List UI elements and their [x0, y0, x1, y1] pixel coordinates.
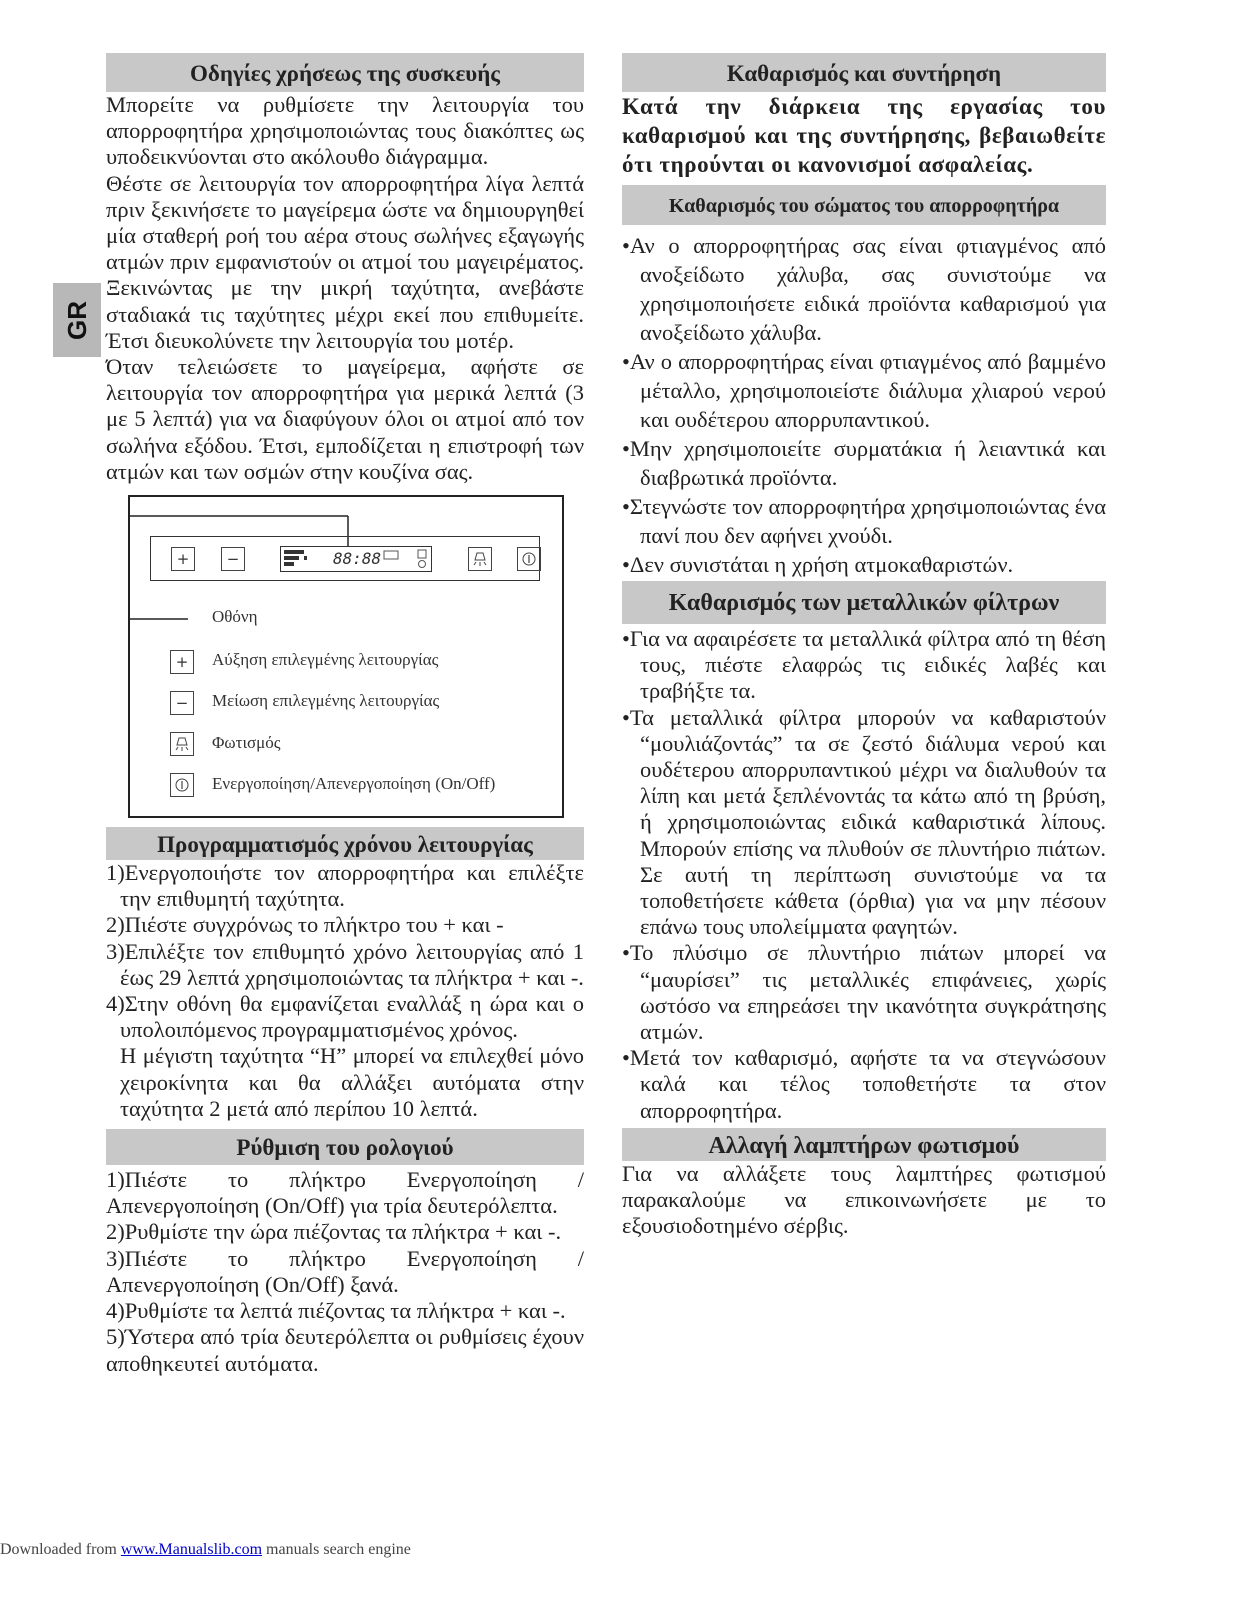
- minus-key-icon[interactable]: −: [221, 547, 245, 571]
- timer-step: 1)Ενεργοποιήστε τον απορροφητήρα και επιλέξτε την επιθυμητή ταχύτητα.: [106, 860, 584, 912]
- clock-step: 1)Πιέστε το πλήκτρο Ενεργοποίηση / Απενεργοποίηση (On/Off) για τρία δευτερόλεπτα.: [106, 1167, 584, 1219]
- plus-key-icon[interactable]: +: [171, 547, 195, 571]
- lcd-time: 88:88: [333, 549, 382, 569]
- lamps-paragraph: Για να αλλάξετε τους λαμπτήρες φωτισμού παρακαλούμε να επικοινωνήσετε με το εξουσιοδοτημένο σέρβις.: [622, 1160, 1106, 1239]
- body-cleaning-list: [622, 231, 1106, 579]
- legend-minus-label: Μείωση επιλεγμένης λειτουργίας: [212, 691, 440, 711]
- list-item: •Στεγνώστε τον απορροφητήρα χρησιμοποιώντας ένα πανί που δεν αφήνει χνούδι.: [622, 494, 1106, 548]
- timer-step: 3)Επιλέξτε τον επιθυμητό χρόνο λειτουργίας από 1 έως 29 λεπτά χρησιμοποιώντας τα πλήκτρα + και -.: [106, 938, 584, 990]
- list-item: •Μην χρησιμοποιείτε συρματάκια ή λειαντικά και διαβρωτικά προϊόντα.: [622, 436, 1106, 490]
- clock-steps: [106, 1167, 584, 1377]
- timer-step: 4)Στην οθόνη θα εμφανίζεται εναλλάξ η ώρα και ο υπολοιπόμενος προγραμματισμένος χρόνος.: [106, 991, 584, 1043]
- left-column: [106, 53, 584, 1377]
- clock-step: 3)Πιέστε το πλήκτρο Ενεργοποίηση / Απενεργοποίηση (On/Off) ξανά.: [106, 1245, 584, 1297]
- list-item: •Αν ο απορροφητήρας σας είναι φτιαγμένος από ανοξείδωτο χάλυβα, σας συνιστούμε να χρησιμοποιήσετε ειδικά προϊόντα καθαρισμού για ανοξείδωτο χάλυβα.: [622, 233, 1106, 345]
- legend-plus-icon: +: [170, 650, 194, 674]
- timer-note: Η μέγιστη ταχύτητα “H” μπορεί να επιλεχθεί μόνο χειροκίνητα και θα αλλάξει αυτόματα στην ταχύτητα 2 μετά από περίπου 10 λεπτά.: [120, 1043, 584, 1121]
- filter-cleaning-list: [622, 626, 1106, 1124]
- list-item: •Το πλύσιμο σε πλυντήριο πιάτων μπορεί να “μαυρίσει” τις μεταλλικές επιφάνειες, χωρίς ωστόσο να επηρεάσει την ικανότητα συγκράτησης ατμών.: [622, 940, 1106, 1045]
- legend-power-icon: [170, 773, 194, 797]
- control-panel-diagram: [128, 495, 564, 818]
- section-header-filters: Καθαρισμός των μεταλλικών φίλτρων: [622, 581, 1106, 624]
- usage-paragraph-1: Μπορείτε να ρυθμίσετε την λειτουργία του απορροφητήρα χρησιμοποιώντας τους διακόπτες ως υποδεικνύονται στο ακόλουθο διάγραμμα.: [106, 92, 584, 170]
- list-item: •Τα μεταλλικά φίλτρα μπορούν να καθαριστούν “μουλιάζοντάς” τα σε ζεστό διάλυμα νερού και ουδέτερου απορρυπαντικού μέχρι να διαλυθούν τα λίπη και μετά ξεπλένοντάς τα κάτω από τη βρύση, ή χρησιμοποιώντας ειδικά καθαριστικά λίπους. Μπορούν επίσης να πλυθούν σε πλυντήριο πιάτων. Σε αυτή τη περίπτωση συνιστούμε να τα τοποθετήσετε κάθετα (όρθια) για να μην πέσουν επάνω τους υπολείμματα φαγητών.: [622, 704, 1106, 940]
- clock-step: 4)Ρυθμίστε τα λεπτά πιέζοντας τα πλήκτρα + και -.: [106, 1298, 566, 1324]
- legend-power-label: Ενεργοποίηση/Απενεργοποίηση (On/Off): [212, 774, 496, 794]
- legend-display: Οθόνη: [212, 607, 258, 627]
- power-key-icon[interactable]: [517, 547, 541, 571]
- section-header-body-cleaning: Καθαρισμός του σώματος του απορροφητήρα: [622, 185, 1106, 225]
- clock-step: 5)Ύστερα από τρία δευτερόλεπτα οι ρυθμίσεις έχουν αποθηκευτεί αυτόματα.: [106, 1324, 584, 1376]
- footer-link[interactable]: www.Manualslib.com: [120, 1541, 263, 1558]
- section-header-usage: Οδηγίες χρήσεως της συσκευής: [106, 53, 584, 92]
- safety-warning: Κατά την διάρκεια της εργασίας του καθαρισμού και της συντήρησης, βεβαιωθείτε ότι τηρούνται οι κανονισμοί ασφαλείας.: [622, 94, 1106, 177]
- list-item: •Αν ο απορροφητήρας είναι φτιαγμένος από βαμμένο μέταλλο, χρησιμοποιείστε διάλυμα χλιαρού νερού και ουδέτερου απορρυπαντικού.: [622, 349, 1106, 432]
- timer-steps: [106, 860, 584, 1043]
- list-item: •Μετά τον καθαρισμό, αφήστε τα να στεγνώσουν καλά και τέλος τοποθετήστε τα στον απορροφητήρα.: [622, 1045, 1106, 1123]
- clock-step: 2)Ρυθμίστε την ώρα πιέζοντας τα πλήκτρα + και -.: [106, 1219, 562, 1245]
- language-tab: [53, 283, 101, 357]
- section-header-lamps: Αλλαγή λαμπτήρων φωτισμού: [622, 1128, 1106, 1161]
- legend-light-label: Φωτισμός: [212, 733, 281, 753]
- footer-prefix: Downloaded from: [0, 1541, 121, 1558]
- list-item: •Δεν συνιστάται η χρήση ατμοκαθαριστών.: [622, 552, 1014, 577]
- language-tab-label: GR: [61, 300, 92, 340]
- right-column: [622, 53, 1106, 1239]
- section-header-cleaning: Καθαρισμός και συντήρηση: [622, 53, 1106, 92]
- legend-minus-icon: −: [170, 691, 194, 715]
- usage-paragraph-3: Όταν τελειώσετε το μαγείρεμα, αφήστε σε λειτουργία τον απορροφητήρα για μερικά λεπτά (3 με 5 λεπτά) για να διαφύγουν όλοι οι ατμοί από τον σωλήνα εξόδου. Έτσι, εμποδίζεται η επιστροφή των ατμών και των οσμών στην κουζίνα σας.: [106, 354, 584, 484]
- list-item: •Για να αφαιρέσετε τα μεταλλικά φίλτρα από τη θέση τους, πιέστε ελαφρώς τις ειδικές λαβές και τραβήξτε τα.: [622, 626, 1106, 704]
- section-header-clock: Ρύθμιση του ρολογιού: [106, 1129, 584, 1165]
- legend-light-icon: [170, 732, 194, 756]
- legend-plus-label: Αύξηση επιλεγμένης λειτουργίας: [212, 650, 439, 670]
- section-header-timer: Προγραμματισμός χρόνου λειτουργίας: [106, 827, 584, 860]
- footer: [0, 1541, 411, 1559]
- light-key-icon[interactable]: [468, 547, 492, 571]
- lcd-display: [280, 546, 432, 572]
- footer-suffix: manuals search engine: [262, 1541, 411, 1558]
- usage-paragraph-2: Θέστε σε λειτουργία τον απορροφητήρα λίγα λεπτά πριν ξεκινήσετε το μαγείρεμα ώστε να δημιουργηθεί μία σταθερή ροή του αέρα στους σωλήνες εξαγωγής ατμών πριν εμφανιστούν οι ατμοί του μαγειρέματος. Ξεκινώντας με την μικρή ταχύτητα, ανεβάστε σταδιακά τις ταχύτητες μέχρι εκεί που επιθυμείτε. Έτσι διευκολύνετε την λειτουργία του μοτέρ.: [106, 170, 584, 353]
- control-panel: [150, 536, 540, 581]
- timer-step: 2)Πιέστε συγχρόνως το πλήκτρο του + και -: [106, 912, 504, 938]
